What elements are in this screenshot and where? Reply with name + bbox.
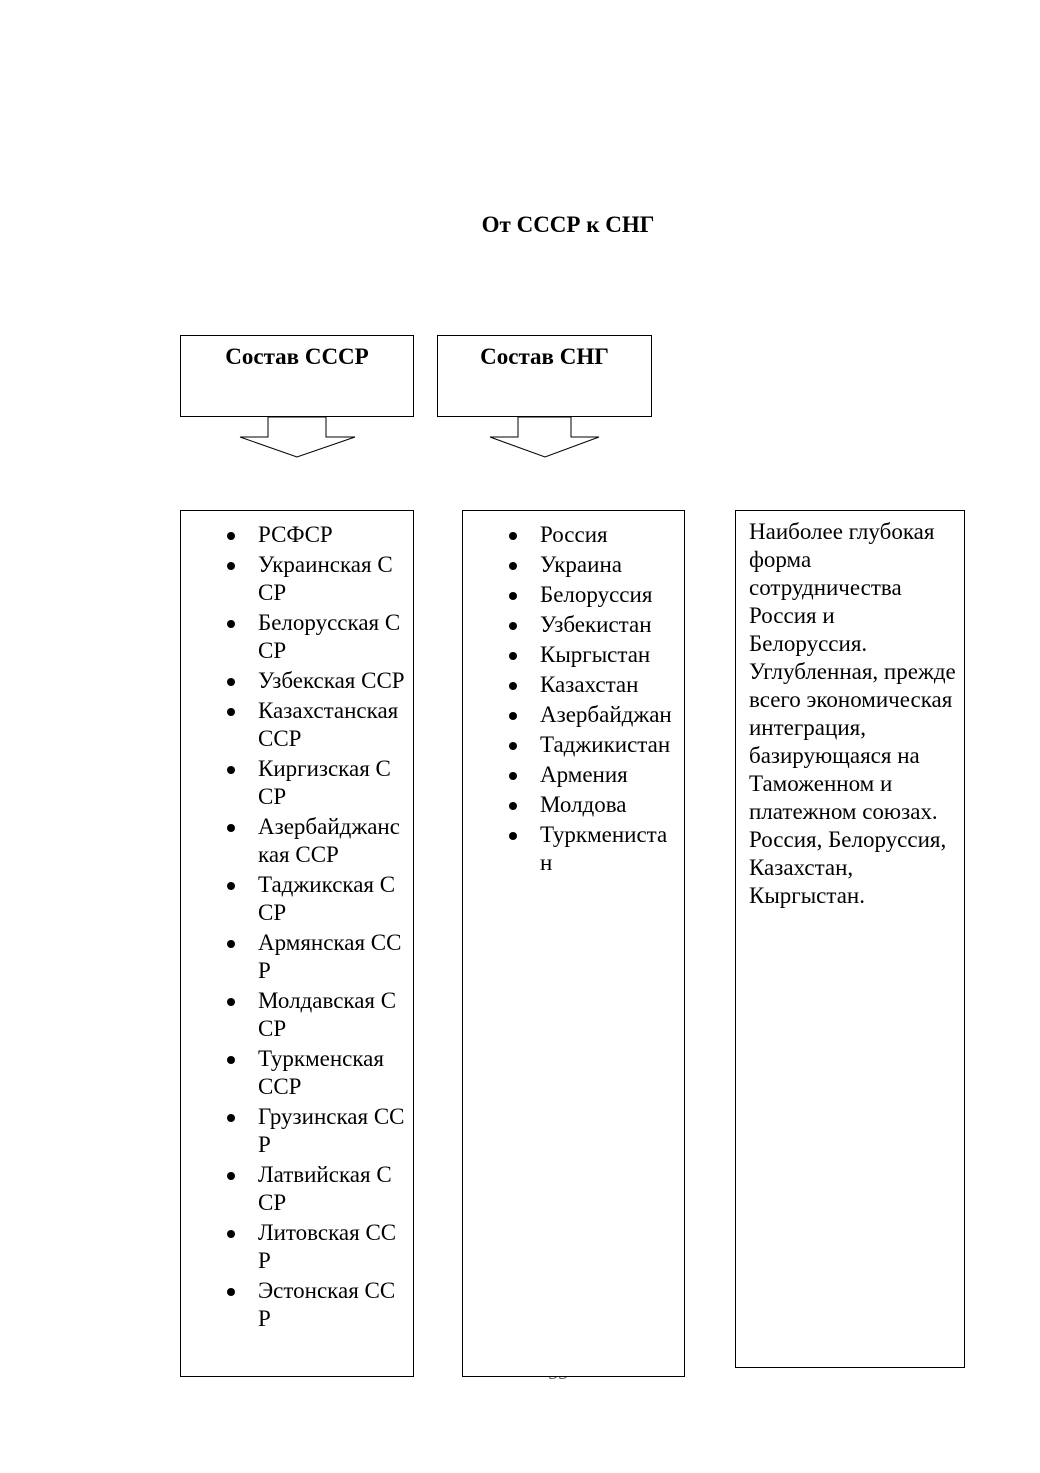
cis-state-item xyxy=(540,761,676,789)
bullet-icon xyxy=(509,562,517,570)
ussr-republic-item-label: Украинская ССР xyxy=(258,552,393,605)
ussr-republic-item-label: Киргизская ССР xyxy=(258,756,391,809)
ussr-republic-item-label: Белорусская ССР xyxy=(258,610,401,663)
bullet-icon xyxy=(509,532,517,540)
ussr-republic-item xyxy=(258,667,405,695)
cis-state-item-label: Армения xyxy=(540,762,628,787)
bullet-icon xyxy=(509,622,517,630)
bullet-icon xyxy=(509,712,517,720)
cis-state-item-label: Белоруссия xyxy=(540,582,653,607)
integration-note-box xyxy=(735,510,965,1368)
ussr-header-label: Состав СССР xyxy=(225,344,369,369)
ussr-republic-item-label: Узбекская ССР xyxy=(258,668,405,693)
bullet-icon xyxy=(227,562,235,570)
bullet-icon xyxy=(227,940,235,948)
integration-note-text: Наиболее глубокая форма сотрудничества Россия и Белоруссия. Углубленная, прежде всего экономическая интеграция, базирующаяся на Таможенном и платежном союзах. Россия, Белоруссия, Казахстан, Кыргыстан. xyxy=(749,519,956,908)
cis-header-label: Состав СНГ xyxy=(480,344,609,369)
bullet-icon xyxy=(227,824,235,832)
ussr-republic-item xyxy=(258,755,405,811)
ussr-republic-item-label: РСФСР xyxy=(258,522,333,547)
bullet-icon xyxy=(227,1056,235,1064)
ussr-down-arrow xyxy=(230,410,366,462)
bullet-icon xyxy=(227,532,235,540)
cis-state-item xyxy=(540,551,676,579)
ussr-republic-item xyxy=(258,987,405,1043)
cis-list-box xyxy=(462,510,685,1377)
ussr-republic-item-label: Литовская ССР xyxy=(258,1220,397,1273)
cis-state-item xyxy=(540,611,676,639)
bullet-icon xyxy=(227,1288,235,1296)
ussr-header-box xyxy=(180,335,414,417)
page-title: От СССР к СНГ xyxy=(481,212,655,237)
cis-state-item-label: Таджикистан xyxy=(540,732,671,757)
bullet-icon xyxy=(509,802,517,810)
ussr-list-box xyxy=(180,510,414,1377)
ussr-republic-item-label: Азербайджанская ССР xyxy=(258,814,400,867)
ussr-republic-item-label: Казахстанская ССР xyxy=(258,698,399,751)
bullet-icon xyxy=(227,882,235,890)
bullet-icon xyxy=(509,592,517,600)
ussr-republic-item xyxy=(258,1219,405,1275)
ussr-republic-item xyxy=(258,1161,405,1217)
ussr-republic-item xyxy=(258,1045,405,1101)
cis-state-item xyxy=(540,821,676,877)
cis-state-item-label: Казахстан xyxy=(540,672,639,697)
ussr-republic-item xyxy=(258,551,405,607)
ussr-republic-item xyxy=(258,1103,405,1159)
cis-state-item xyxy=(540,791,676,819)
ussr-republic-item xyxy=(258,521,405,549)
ussr-republic-item xyxy=(258,609,405,665)
bullet-icon xyxy=(227,1114,235,1122)
bullet-icon xyxy=(509,682,517,690)
cis-state-item xyxy=(540,671,676,699)
cis-state-item-label: Азербайджан xyxy=(540,702,672,727)
bullet-icon xyxy=(227,1172,235,1180)
ussr-republic-item xyxy=(258,1277,405,1333)
bullet-icon xyxy=(509,832,517,840)
bullet-icon xyxy=(227,708,235,716)
bullet-icon xyxy=(227,998,235,1006)
ussr-republic-item-label: Грузинская ССР xyxy=(258,1104,405,1157)
ussr-republic-item-label: Таджикская ССР xyxy=(258,872,396,925)
cis-state-item xyxy=(540,731,676,759)
cis-header-box xyxy=(437,335,652,417)
bullet-icon xyxy=(227,678,235,686)
ussr-republic-item-label: Латвийская ССР xyxy=(258,1162,392,1215)
cis-state-item xyxy=(540,521,676,549)
cis-state-item xyxy=(540,701,676,729)
cis-state-item-label: Кыргыстан xyxy=(540,642,651,667)
ussr-republic-item xyxy=(258,813,405,869)
cis-state-item-label: Россия xyxy=(540,522,608,547)
cis-list xyxy=(540,521,676,877)
cis-state-item-label: Туркменистан xyxy=(540,822,668,875)
ussr-republic-item-label: Туркменская ССР xyxy=(258,1046,384,1099)
cis-down-arrow xyxy=(480,410,616,462)
ussr-republic-item-label: Эстонская ССР xyxy=(258,1278,396,1331)
ussr-republic-item xyxy=(258,929,405,985)
ussr-list xyxy=(258,521,405,1333)
bullet-icon xyxy=(227,766,235,774)
ussr-republic-item xyxy=(258,697,405,753)
ussr-republic-item-label: Армянская ССР xyxy=(258,930,402,983)
ussr-republic-item-label: Молдавская ССР xyxy=(258,988,397,1041)
cis-state-item-label: Украина xyxy=(540,552,622,577)
bullet-icon xyxy=(227,620,235,628)
bullet-icon xyxy=(509,772,517,780)
cis-state-item-label: Узбекистан xyxy=(540,612,652,637)
cis-state-item xyxy=(540,641,676,669)
cis-state-item xyxy=(540,581,676,609)
bullet-icon xyxy=(509,652,517,660)
ussr-republic-item xyxy=(258,871,405,927)
bullet-icon xyxy=(509,742,517,750)
cis-state-item-label: Молдова xyxy=(540,792,627,817)
bullet-icon xyxy=(227,1230,235,1238)
